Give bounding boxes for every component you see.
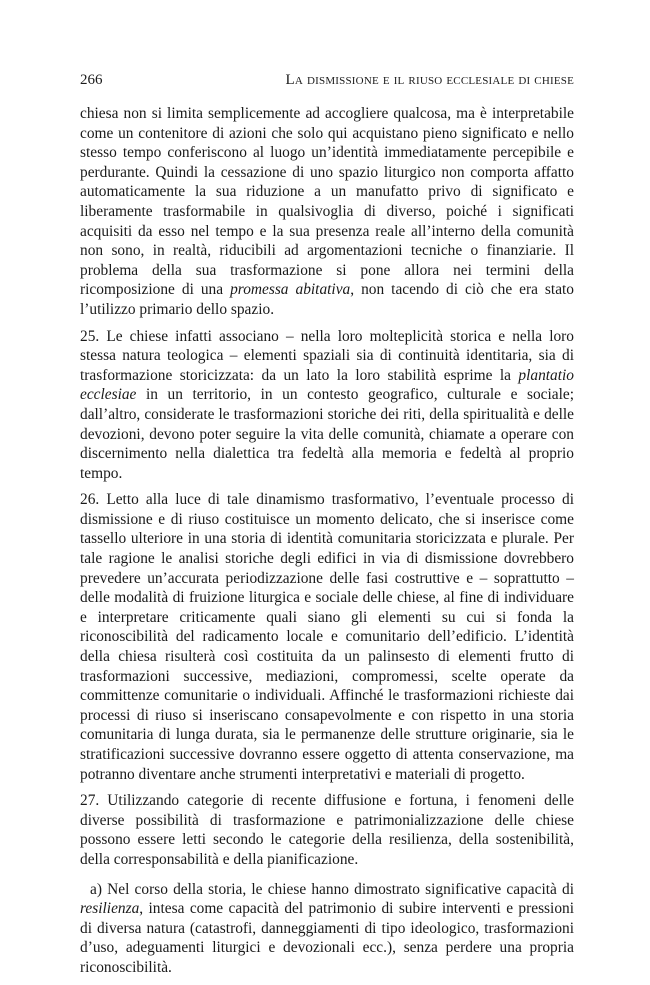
page-body xyxy=(80,104,574,985)
running-title: La dismissione e il riuso ecclesiale di chiese xyxy=(285,72,574,88)
paragraph-27: 27. Utilizzando categorie di recente diffusione e fortuna, i fenomeni delle diverse possibilità di trasformazione e patrimonializzazione delle chiese possono essere letti secondo le categorie della resilienza, della sostenibilità, della corresponsabilità e della pianificazione. xyxy=(80,792,574,868)
italic-term: resilienza xyxy=(80,900,140,918)
paragraph-26: 26. Letto alla luce di tale dinamismo trasformativo, l’eventuale processo di dismissione e di riuso costituisce un momento delicato, che si inserisce come tassello ulteriore in una storia di identità comunitaria storicizzata e plurale. Per tale ragione le analisi storiche degli edifici in via di dismissione dovrebbero prevedere un’accurata periodizzazione delle fasi costruttive e – soprattutto – delle modalità di fruizione liturgica e sociale delle chiese, al fine di individuare e interpretare criticamente quali siano gli elementi su cui si fonda la riconoscibilità del radicamento locale e comunitario dell’edificio. L’identità della chiesa risulterà così costituita da un palinsesto di elementi frutto di trasformazioni successive, mediazioni, compromessi, scelte operate da committenze comunitarie o individuali. Affinché le trasformazioni richieste dai processi di riuso si inseriscano consapevolmente e con rispetto in una storia comunitaria di lunga durata, sia le permanenze delle strutture originarie, sia le stratificazioni successive dovranno essere oggetto di attenta conservazione, ma potranno diventare anche strumenti interpretativi e materiali di progetto. xyxy=(80,491,574,783)
italic-term: plantatio ecclesiae xyxy=(80,366,574,404)
paragraph-continuation: chiesa non si limita semplicemente ad accogliere qualcosa, ma è interpretabile come un contenitore di azioni che solo qui acquistano pieno significato e nello stesso tempo conferiscono al luogo un’identità immediatamente percepibile e perdurante. Quindi la cessazione di uno spazio liturgico non comporta affatto automaticamente la sua riduzione a un manufatto privo di significato e liberamente trasformabile in qualsivoglia di diverso, poiché i significati acquisiti da esso nel tempo e la sua presenza reale all’interno della comunità non sono, in realtà, riducibili ad argomentazioni tecniche o finanziarie. Il problema della sua trasformazione si pone allora nei termini della ricomposizione di una promessa abitativa, non tacendo di ciò che era stato l’utilizzo primario dello spazio. xyxy=(80,105,574,318)
paragraph-25: 25. Le chiese infatti associano – nella loro molteplicità storica e nella loro stessa natura teologica – elementi spaziali sia di continuità identitaria, sia di trasformazione storicizzata: da un lato la loro stabilità esprime la plantatio ecclesiae in un territorio, in un contesto geografico, culturale e sociale; dall’altro, considerate le trasformazioni storiche dei riti, della spiritualità e delle devozioni, devono poter seguire la vita delle comunità, chiamate a operare con discernimento nella dialettica tra fedeltà alla memoria e fedeltà al proprio tempo. xyxy=(80,327,574,482)
paragraph-27-a: a) Nel corso della storia, le chiese hanno dimostrato significative capacità di resilienza, intesa come capacità del patrimonio di subire interventi e pressioni di diversa natura (catastrofi, danneggiamenti di tipo ideologico, trasformazioni d’uso, adeguamenti liturgici e devozionali ecc.), senza perdere una propria riconoscibilità. xyxy=(80,880,574,976)
page-number: 266 xyxy=(80,72,103,88)
page-header xyxy=(80,72,574,92)
italic-term: promessa abitativa xyxy=(230,281,351,299)
